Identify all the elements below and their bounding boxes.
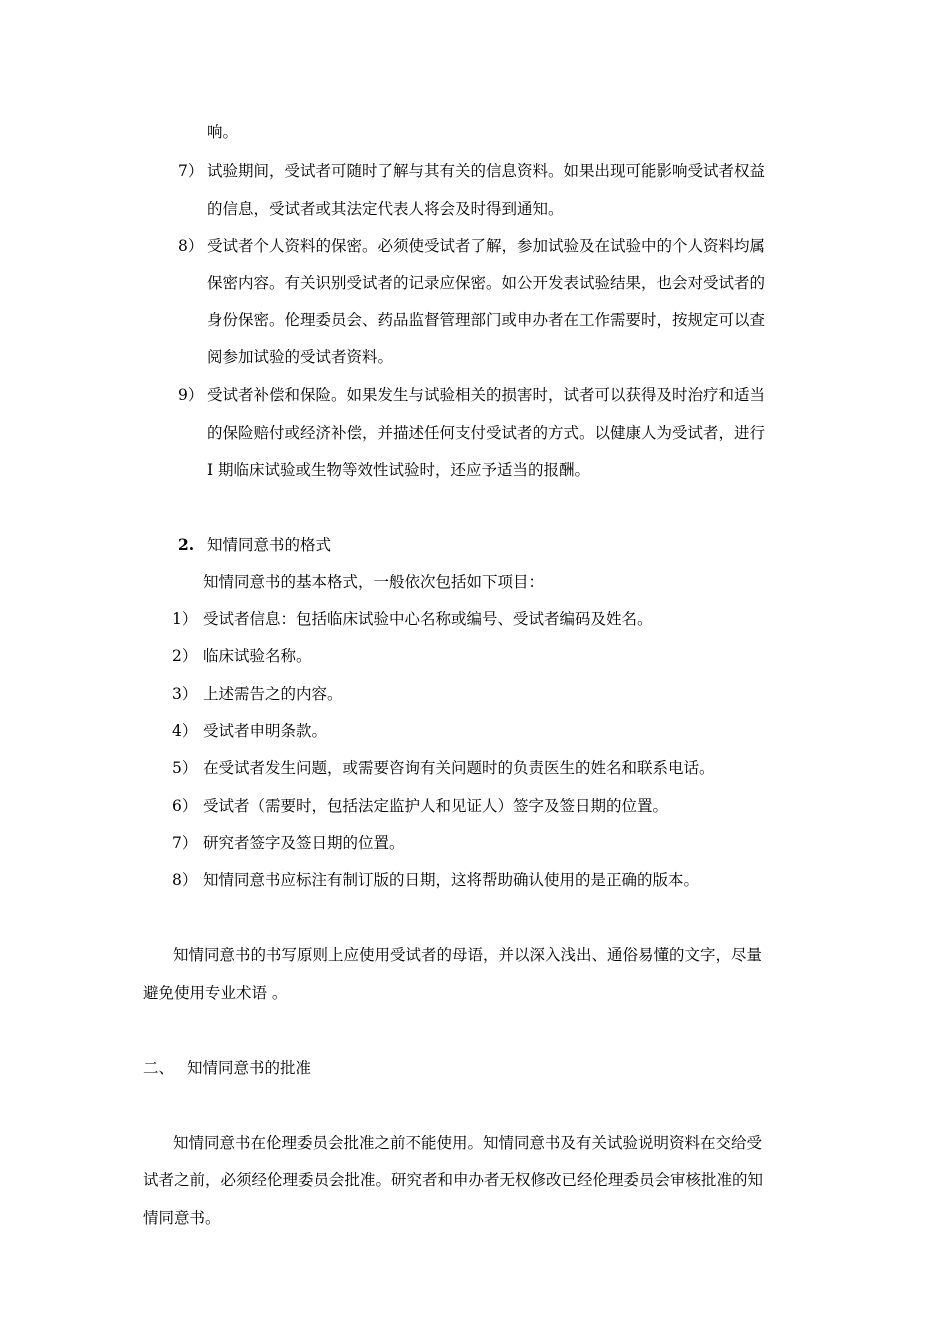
list-item-line: 试验期间，受试者可随时了解与其有关的信息资料。如果出现可能影响受试者权益 xyxy=(207,162,766,180)
paragraph-line: 知情同意书的书写原则上应使用受试者的母语，并以深入浅出、通俗易懂的文字，尽量 xyxy=(173,946,763,964)
list-item-number: 7） xyxy=(172,834,198,852)
paragraph-line: 避免使用专业术语 。 xyxy=(143,984,288,1002)
section-heading: 知情同意书的格式 xyxy=(207,536,332,554)
section-number: 二、 xyxy=(143,1059,175,1077)
list-continuation-line: 响。 xyxy=(207,123,239,141)
list-item-text: 在受试者发生问题，或需要咨询有关问题时的负责医生的姓名和联系电话。 xyxy=(203,759,715,777)
list-item-line: 受试者个人资料的保密。必须使受试者了解，参加试验及在试验中的个人资料均属 xyxy=(207,237,766,255)
list-item-text: 上述需告之的内容。 xyxy=(203,685,343,703)
section-number: 2. xyxy=(178,535,195,554)
list-item-text: 受试者申明条款。 xyxy=(203,722,328,740)
list-item-line: 受试者补偿和保险。如果发生与试验相关的损害时，试者可以获得及时治疗和适当 xyxy=(207,386,766,404)
list-item-number: 8） xyxy=(178,237,204,255)
paragraph-line: 试者之前，必须经伦理委员会批准。研究者和申办者无权修改已经伦理委员会审核批准的知 xyxy=(143,1171,764,1189)
list-item-number: 3） xyxy=(172,685,198,703)
section-intro: 知情同意书的基本格式，一般依次包括如下项目： xyxy=(203,573,545,591)
list-item-text: 受试者信息：包括临床试验中心名称或编号、受试者编码及姓名。 xyxy=(203,610,653,628)
list-item-text: 受试者（需要时，包括法定监护人和见证人）签字及签日期的位置。 xyxy=(203,797,669,815)
list-item-line: 保密内容。有关识别受试者的记录应保密。如公开发表试验结果，也会对受试者的 xyxy=(207,274,766,292)
list-item-number: 6） xyxy=(172,797,198,815)
list-item-number: 4） xyxy=(172,722,198,740)
list-item-number: 2） xyxy=(172,647,198,665)
list-item-text: 知情同意书应标注有制订版的日期，这将帮助确认使用的是正确的版本。 xyxy=(203,871,700,889)
list-item-line: 的保险赔付或经济补偿，并描述任何支付受试者的方式。以健康人为受试者，进行 xyxy=(207,424,766,442)
list-item-line: I 期临床试验或生物等效性试验时，还应予适当的报酬。 xyxy=(207,461,591,479)
list-item-line: 身份保密。伦理委员会、药品监督管理部门或申办者在工作需要时，按规定可以查 xyxy=(207,311,766,329)
list-item-text: 临床试验名称。 xyxy=(203,647,312,665)
list-item-number: 9） xyxy=(178,386,204,404)
list-item-line: 阅参加试验的受试者资料。 xyxy=(207,348,394,366)
paragraph-line: 情同意书。 xyxy=(143,1209,221,1227)
list-item-number: 7） xyxy=(178,162,204,180)
list-item-number: 8） xyxy=(172,871,198,889)
section-heading: 知情同意书的批准 xyxy=(187,1059,312,1077)
list-item-line: 的信息，受试者或其法定代表人将会及时得到通知。 xyxy=(207,200,564,218)
list-item-text: 研究者签字及签日期的位置。 xyxy=(203,834,405,852)
paragraph-line: 知情同意书在伦理委员会批准之前不能使用。知情同意书及有关试验说明资料在交给受 xyxy=(173,1134,763,1152)
list-item-number: 5） xyxy=(172,759,198,777)
list-item-number: 1） xyxy=(172,610,198,628)
